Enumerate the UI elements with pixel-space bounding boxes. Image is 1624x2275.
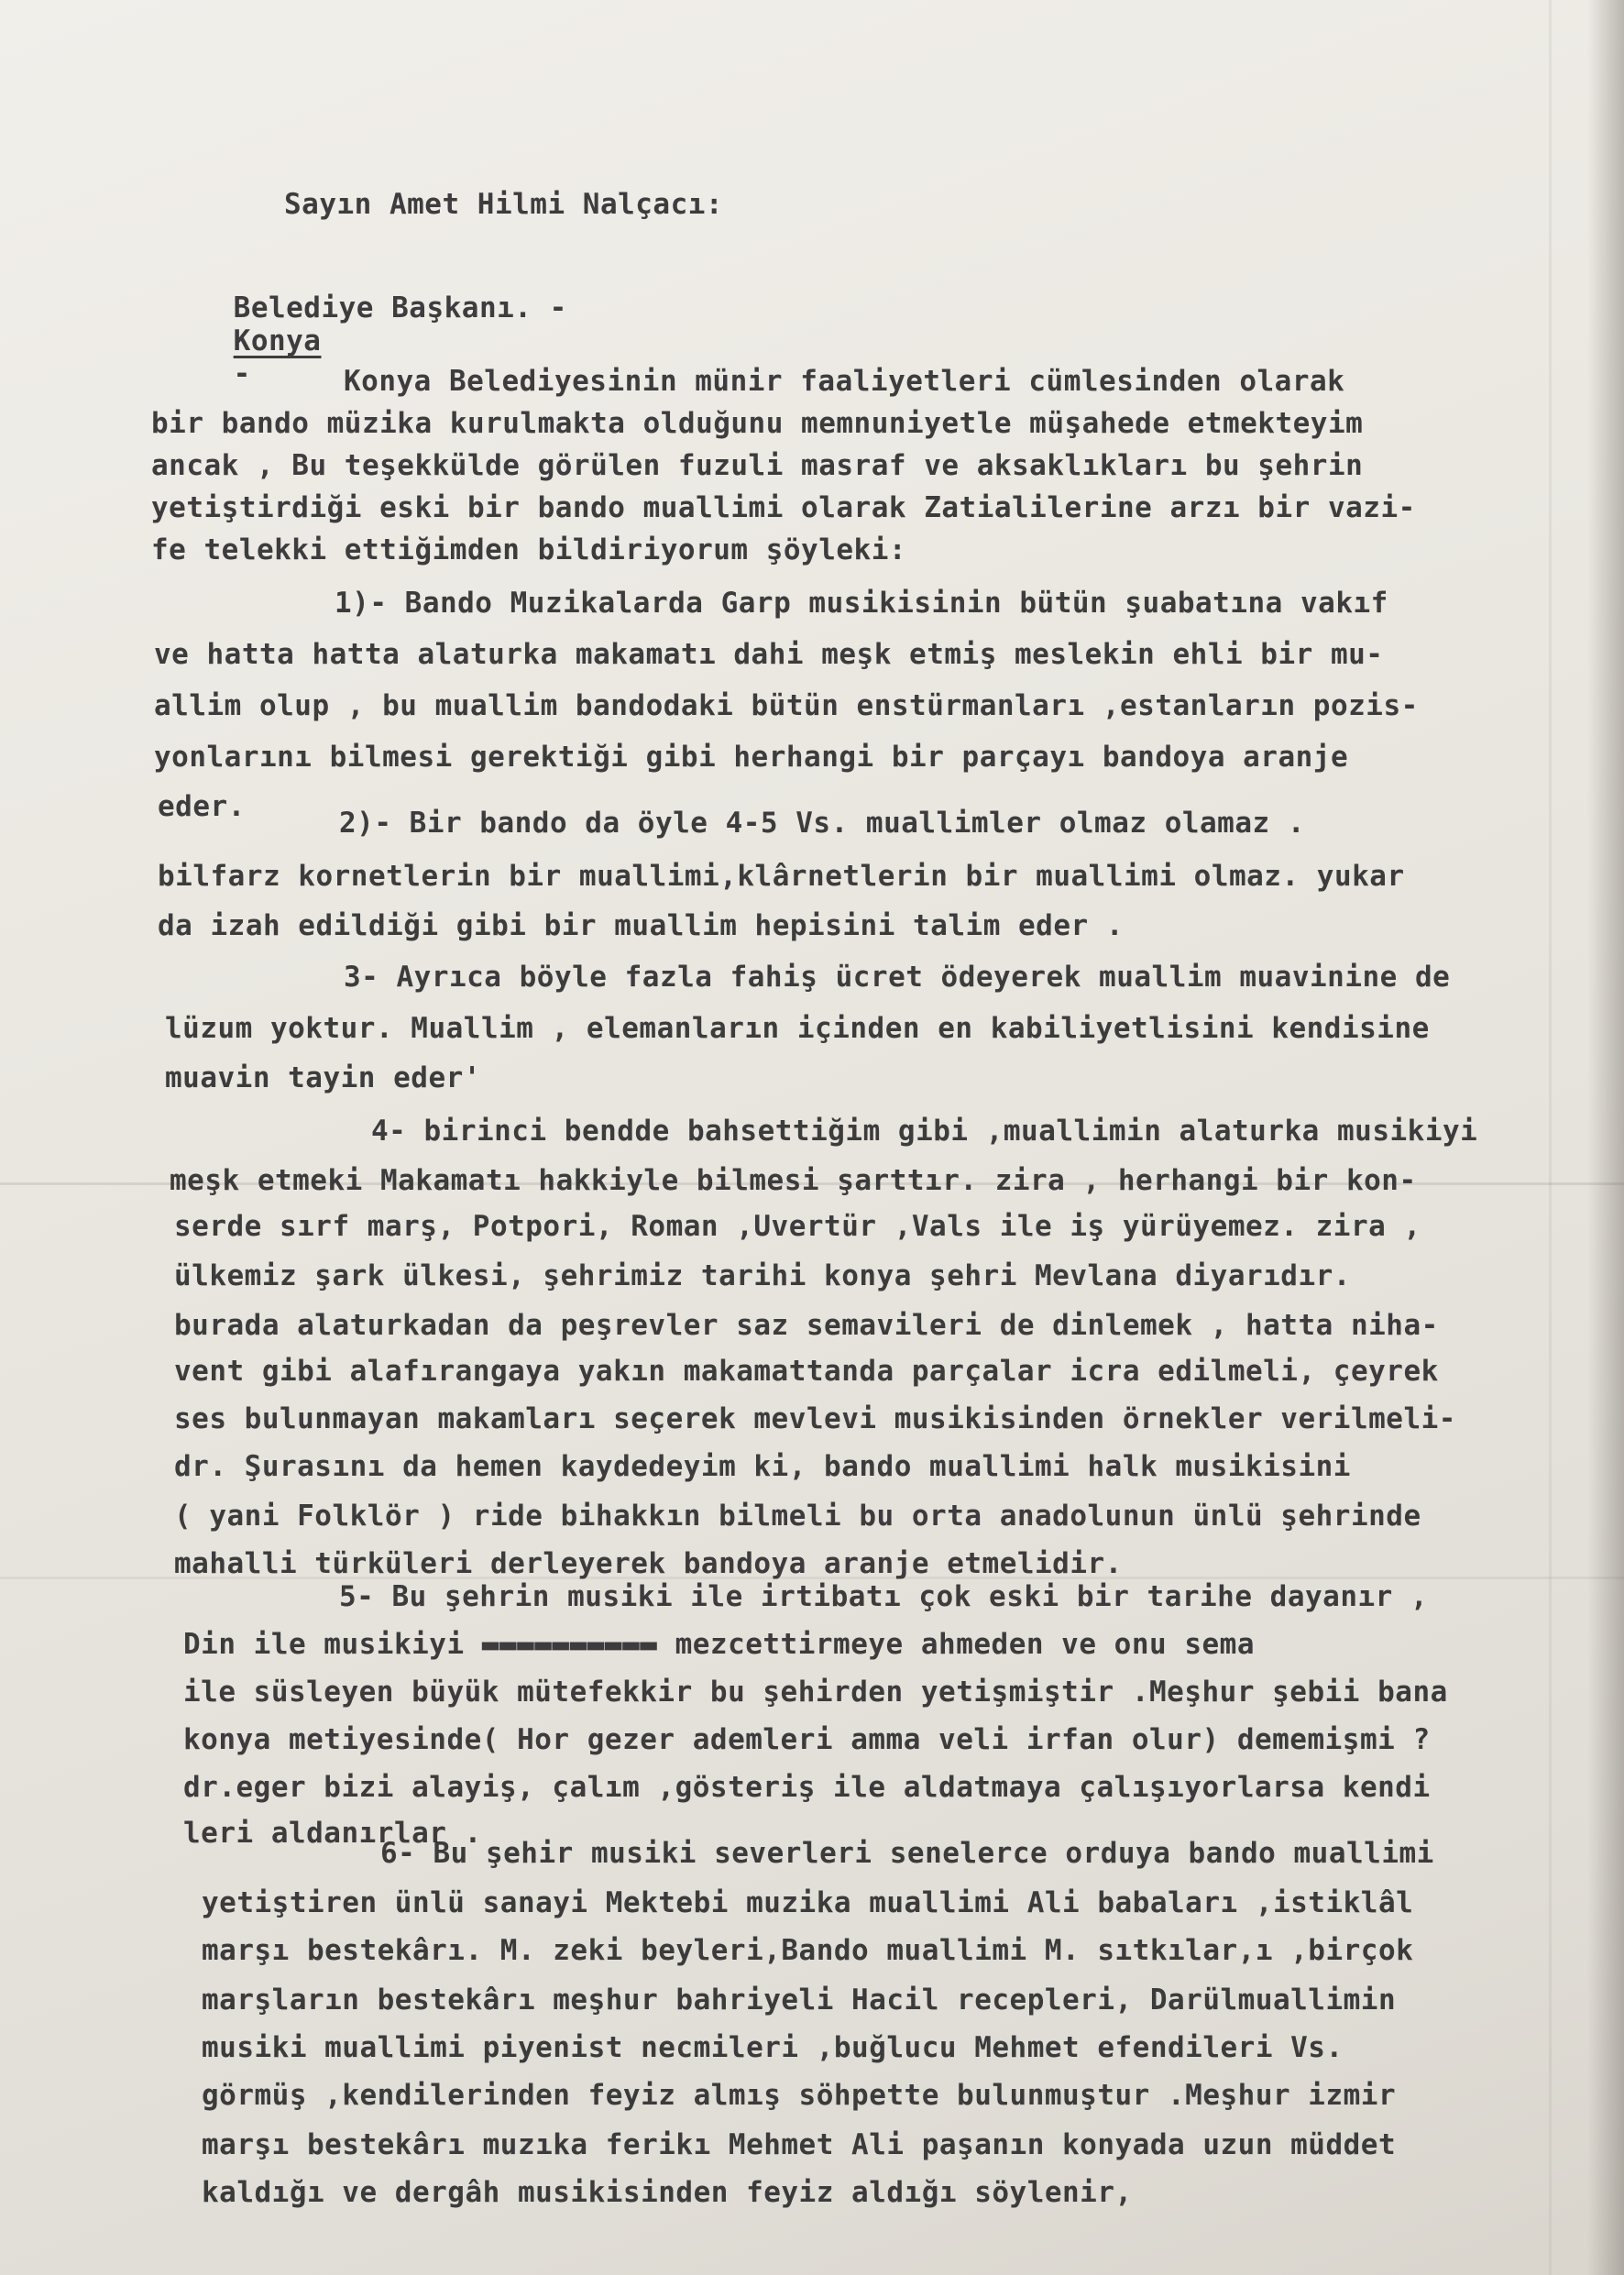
body-line: ancak , Bu teşekkülde görülen fuzuli masraf ve aksaklıkları bu şehrin — [151, 449, 1364, 482]
body-line: marşı bestekârı. M. zeki beyleri,Bando muallimi M. sıtkılar,ı ,birçok — [202, 1934, 1414, 1967]
recipient-dash: - — [233, 357, 251, 390]
body-line: 4- birinci bendde bahsettiğim gibi ,muallimin alaturka musikiyi — [371, 1115, 1478, 1148]
body-line: 5- Bu şehrin musiki ile irtibatı çok eski bir tarihe dayanır , — [339, 1580, 1429, 1613]
body-line: yonlarını bilmesi gerektiği gibi herhangi bir parçayı bandoya aranje — [154, 741, 1349, 774]
salutation: Sayın Amet Hilmi Nalçacı: — [284, 188, 724, 221]
body-line: marşı bestekârı muzıka ferikı Mehmet Ali paşanın konyada uzun müddet — [202, 2128, 1397, 2161]
body-line: ses bulunmayan makamları seçerek mevlevi musikisinden örnekler verilmeli- — [174, 1402, 1456, 1435]
body-line: eder. — [158, 790, 246, 823]
body-line: bir bando müzika kurulmakta olduğunu memnuniyetle müşahede etmekteyim — [151, 407, 1364, 440]
recipient-title-text: Belediye Başkanı. - — [233, 291, 567, 324]
body-line: ile süsleyen büyük mütefekkir bu şehirden yetişmiştir .Meşhur şebii bana — [183, 1676, 1448, 1709]
body-line: mahalli türküleri derleyerek bandoya aranje etmelidir. — [174, 1547, 1123, 1580]
body-line: görmüş ,kendilerinden feyiz almış söhpette bulunmuştur .Meşhur izmir — [202, 2079, 1397, 2112]
body-line: dr. Şurasını da hemen kaydedeyim ki, bando muallimi halk musikisini — [174, 1450, 1351, 1483]
body-line: ve hatta hatta alaturka makamatı dahi meşk etmiş meslekin ehli bir mu- — [154, 638, 1384, 671]
body-line: muavin tayin eder' — [165, 1061, 481, 1094]
body-line: musiki muallimi piyenist necmileri ,buğlucu Mehmet efendileri Vs. — [202, 2031, 1344, 2064]
body-line: 3- Ayrıca böyle fazla fahiş ücret ödeyerek muallim muavinine de — [344, 961, 1451, 994]
body-line: 6- Bu şehir musiki severleri senelerce orduya bando muallimi — [380, 1837, 1434, 1870]
body-line: Din ile musikiyi ▬▬▬▬▬▬▬▬▬▬ mezcettirmeye ahmeden ve onu sema — [183, 1628, 1255, 1661]
body-line: leri aldanırlar . — [183, 1817, 482, 1850]
body-line: Konya Belediyesinin münir faaliyetleri cümlesinden olarak — [344, 365, 1345, 398]
body-line: dr.eger bizi alayiş, çalım ,gösteriş ile aldatmaya çalışıyorlarsa kendi — [183, 1771, 1431, 1804]
body-line: bilfarz kornetlerin bir muallimi,klârnetlerin bir muallimi olmaz. yukar — [158, 860, 1405, 893]
body-line: kaldığı ve dergâh musikisinden feyiz aldığı söylenir, — [202, 2176, 1133, 2209]
body-line: yetiştirdiği eski bir bando muallimi olarak Zatialilerine arzı bir vazi- — [151, 491, 1416, 524]
body-line: vent gibi alafırangaya yakın makamattanda parçalar icra edilmeli, çeyrek — [174, 1355, 1439, 1388]
recipient-city: Konya — [233, 324, 322, 357]
body-line: meşk etmeki Makamatı hakkiyle bilmesi şarttır. zira , herhangi bir kon- — [170, 1164, 1417, 1197]
paper-edge-shadow — [1587, 0, 1624, 2275]
body-line: ülkemiz şark ülkesi, şehrimiz tarihi konya şehri Mevlana diyarıdır. — [174, 1259, 1351, 1292]
body-line: ( yani Folklör ) ride bihakkın bilmeli bu orta anadolunun ünlü şehrinde — [174, 1500, 1421, 1533]
body-line: 2)- Bir bando da öyle 4-5 Vs. muallimler olmaz olamaz . — [339, 807, 1305, 840]
body-line: fe telekki ettiğimden bildiriyorum şöyleki: — [151, 533, 907, 566]
body-line: yetiştiren ünlü sanayi Mektebi muzika muallimi Ali babaları ,istiklâl — [202, 1886, 1414, 1919]
paper-crease — [1549, 0, 1552, 2275]
body-line: allim olup , bu muallim bandodaki bütün enstürmanları ,estanların pozis- — [154, 689, 1419, 722]
body-line: da izah edildiği gibi bir muallim hepisini talim eder . — [158, 909, 1124, 942]
recipient-title — [163, 258, 567, 423]
body-line: 1)- Bando Muzikalarda Garp musikisinin bütün şuabatına vakıf — [335, 587, 1388, 620]
body-line: konya metiyesinde( Hor gezer ademleri amma veli irfan olur) dememişmi ? — [183, 1723, 1431, 1756]
body-line: lüzum yoktur. Muallim , elemanların içinden en kabiliyetlisini kendisine — [165, 1012, 1430, 1045]
body-line: marşların bestekârı meşhur bahriyeli Hacil recepleri, Darülmuallimin — [202, 1984, 1397, 2017]
body-line: burada alaturkadan da peşrevler saz semavileri de dinlemek , hatta niha- — [174, 1309, 1439, 1342]
body-line: serde sırf marş, Potpori, Roman ,Uvertür ,Vals ile iş yürüyemez. zira , — [174, 1210, 1421, 1243]
